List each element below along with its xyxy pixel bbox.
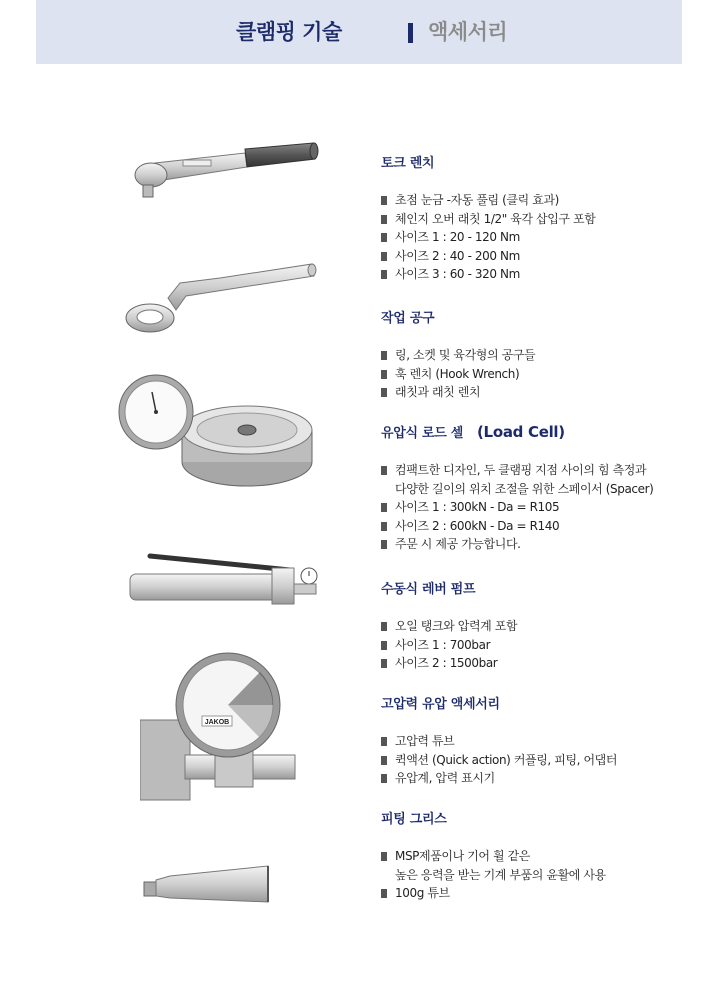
pressure-gauge-illustration: [140, 650, 300, 810]
bullet-icon: [381, 370, 387, 379]
list-item: 오일 탱크와 압력계 포함: [381, 617, 517, 636]
list-item: 체인지 오버 래칫 1/2" 육각 삽입구 포함: [381, 210, 595, 229]
list-item: 링, 소켓 및 육각형의 공구들: [381, 346, 535, 365]
page-header: [36, 0, 682, 64]
list-item: 훅 렌치 (Hook Wrench): [381, 365, 535, 384]
feature-list: [381, 461, 653, 554]
bullet-icon: [381, 196, 387, 205]
bullet-icon: [381, 522, 387, 531]
list-item: 사이즈 2 : 1500bar: [381, 654, 517, 673]
list-item: 사이즈 3 : 60 - 320 Nm: [381, 265, 595, 284]
feature-list: [381, 847, 606, 903]
list-item-continuation: 다양한 길이의 위치 조절을 위한 스페이서 (Spacer): [395, 481, 654, 496]
list-item: 100g 튜브: [381, 884, 606, 903]
section-title: 작업 공구: [381, 311, 435, 326]
bullet-icon: [381, 641, 387, 650]
bullet-icon: [381, 659, 387, 668]
section-title: 토크 렌치: [381, 156, 435, 171]
list-item: 사이즈 1 : 700bar: [381, 636, 517, 655]
section-high-pressure-accessories: [381, 693, 617, 788]
list-item: 사이즈 1 : 20 - 120 Nm: [381, 228, 595, 247]
section-work-tools: [381, 307, 535, 402]
feature-list: [381, 346, 535, 402]
feature-list: [381, 617, 517, 673]
list-item-continuation: 높은 응력을 받는 기계 부품의 윤활에 사용: [395, 867, 606, 882]
section-title: 수동식 레버 펌프: [381, 582, 476, 597]
list-item: 유압계, 압력 표시기: [381, 769, 617, 788]
bullet-icon: [381, 351, 387, 360]
list-item: 고압력 튜브: [381, 732, 617, 751]
section-title: 피팅 그리스: [381, 812, 447, 827]
bullet-icon: [381, 540, 387, 549]
bullet-icon: [381, 388, 387, 397]
title-divider: [408, 23, 413, 43]
section-torque-wrench: [381, 152, 595, 284]
list-item: 래칫과 래칫 렌치: [381, 383, 535, 402]
feature-list: [381, 191, 595, 284]
list-item: 사이즈 2 : 40 - 200 Nm: [381, 247, 595, 266]
section-fitting-grease: [381, 808, 606, 903]
grease-tube-illustration: [140, 862, 275, 908]
section-title: 유압식 로드 셀 (Load Cell): [381, 423, 565, 441]
list-item: 주문 시 제공 가능합니다.: [381, 535, 653, 554]
lever-pump-illustration: [122, 548, 327, 610]
bullet-icon: [381, 756, 387, 765]
list-item: 사이즈 2 : 600kN - Da = R140: [381, 517, 653, 536]
bullet-icon: [381, 737, 387, 746]
section-title: 고압력 유압 액세서리: [381, 697, 500, 712]
load-cell-illustration: [112, 372, 327, 502]
list-item: 퀵액션 (Quick action) 커플링, 피팅, 어댑터: [381, 751, 617, 770]
section-load-cell: [381, 422, 653, 554]
bullet-icon: [381, 215, 387, 224]
list-item: 사이즈 1 : 300kN - Da = R105: [381, 498, 653, 517]
page-subtitle: 액세서리: [428, 20, 508, 44]
bullet-icon: [381, 466, 387, 475]
list-item: 컴팩트한 디자인, 두 클램핑 지점 사이의 힘 측정과: [381, 461, 653, 480]
page-title: 클램핑 기술: [236, 20, 342, 44]
bullet-icon: [381, 503, 387, 512]
ring-wrench-illustration: [120, 258, 325, 338]
feature-list: [381, 732, 617, 788]
section-lever-pump: [381, 578, 517, 673]
bullet-icon: [381, 852, 387, 861]
bullet-icon: [381, 270, 387, 279]
bullet-icon: [381, 889, 387, 898]
torque-wrench-illustration: [125, 135, 325, 205]
bullet-icon: [381, 252, 387, 261]
list-item: MSP제품이나 기어 휠 같은: [381, 847, 606, 866]
bullet-icon: [381, 774, 387, 783]
list-item: 초점 눈금 -자동 풀림 (클릭 효과): [381, 191, 595, 210]
bullet-icon: [381, 622, 387, 631]
gauge-brand-label: JAKOB: [204, 719, 230, 726]
bullet-icon: [381, 233, 387, 242]
